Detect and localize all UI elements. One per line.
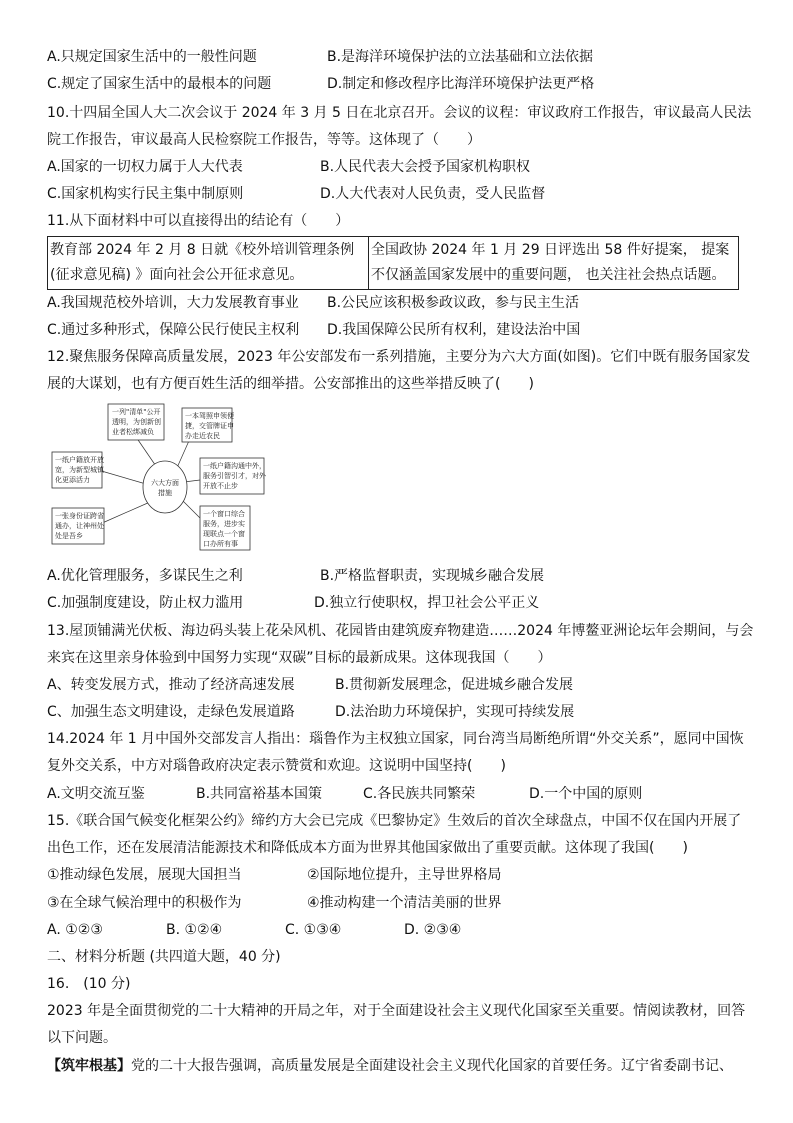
q14-option-c: C.各民族共同繁荣 — [363, 786, 476, 802]
q15-option-c: C. ①③④ — [285, 922, 342, 938]
diagram-box3-line2: 服务引智引才，对外 — [203, 472, 266, 480]
q13-option-b: B.贯彻新发展理念，促进城乡融合发展 — [335, 677, 574, 693]
diagram-box6-line3: 化更添活力 — [55, 476, 90, 484]
q12-measures-diagram — [50, 402, 280, 552]
diagram-box1-line3: 业者松绑减负 — [112, 428, 154, 436]
q15-option-b: B. ①②④ — [166, 922, 223, 938]
q14-stem-line2: 复外交关系，中方对瑙鲁政府决定表示赞赏和欢迎。这说明中国坚持( ) — [47, 758, 506, 774]
q16-paragraph-text: 党的二十大报告强调，高质量发展是全面建设社会主义现代化国家的首要任务。辽宁省委副书记、 — [131, 1058, 733, 1074]
diagram-box4-line3: 现联点一个窗 — [203, 530, 245, 538]
q11-material-table — [47, 236, 739, 290]
q9-option-b: B.是海洋环境保护法的立法基础和立法依据 — [327, 49, 594, 65]
q12-stem-line2: 展的大谋划，也有方便百姓生活的细举措。公安部推出的这些举措反映了( ) — [47, 376, 534, 392]
q13-option-a: A、转变发展方式，推动了经济高速发展 — [47, 677, 295, 693]
diagram-box3-line1: 一纸户籍沟通中外， — [203, 462, 266, 470]
q11-option-d: D.我国保障公民所有权利，建设法治中国 — [327, 322, 581, 338]
diagram-box2-line2: 捷，交管牌证申 — [185, 422, 234, 430]
q11-material-left: 教育部 2024 年 2 月 8 日就《校外培训管理条例(征求意见稿) 》面向社会公开征求意见。 — [48, 237, 369, 290]
q12-stem-line1: 12.聚焦服务保障高质量发展，2023 年公安部发布一系列措施，主要分为六大方面(如图)。它们中既有服务国家发 — [47, 349, 751, 365]
q10-option-b: B.人民代表大会授予国家机构职权 — [320, 159, 531, 175]
q14-stem-line1: 14.2024 年 1 月中国外交部发言人指出：瑙鲁作为主权独立国家，同台湾当局断绝所谓“外交关系”，愿同中国恢 — [47, 731, 744, 747]
q11-option-b: B.公民应该积极参政议政，参与民主生活 — [327, 295, 580, 311]
q11-material-right: 全国政协 2024 年 1 月 29 日评选出 58 件好提案， 提案不仅涵盖国家发展中的重要问题， 也关注社会热点话题。 — [369, 237, 739, 290]
q12-option-c: C.加强制度建设，防止权力滥用 — [47, 595, 244, 611]
diagram-box6-line1: 一纸户籍放开放 — [55, 456, 104, 464]
q12-option-a: A.优化管理服务，多谋民生之利 — [47, 568, 243, 584]
q13-option-d: D.法治助力环境保护，实现可持续发展 — [335, 704, 575, 720]
diagram-box5-line1: 一张身份证跨省 — [55, 512, 104, 520]
q13-option-c: C、加强生态文明建设，走绿色发展道路 — [47, 704, 295, 720]
q16-intro: 2023 年是全面贯彻党的二十大精神的开局之年，对于全面建设社会主义现代化国家至关重要。情阅读教材，回答以下问题。 — [47, 1003, 746, 1046]
q12-option-d: D.独立行使职权，捍卫社会公平正义 — [314, 595, 540, 611]
diagram-box1-line2: 透明，为创新创 — [112, 418, 161, 426]
q16-paragraph — [47, 1056, 733, 1076]
q12-option-b: B.严格监督职责，实现城乡融合发展 — [320, 568, 545, 584]
q10-option-d: D.人大代表对人民负责，受人民监督 — [320, 186, 546, 202]
diagram-box5-line2: 通办，让神州处 — [55, 522, 104, 530]
q16-label: 16. (10 分) — [47, 976, 131, 992]
diagram-center-line1: 六大方面 — [151, 479, 179, 487]
diagram-box2-line3: 办走近农民 — [185, 432, 220, 440]
q15-stem-line1: 15.《联合国气候变化框架公约》缔约方大会已完成《巴黎协定》生效后的首次全球盘点，中国不仅在国内开展了 — [47, 813, 742, 829]
q9-option-c: C.规定了国家生活中的最根本的问题 — [47, 76, 272, 92]
diagram-box3-line3: 开放不止步 — [203, 482, 238, 490]
diagram-box5-line3: 处是吾乡 — [55, 532, 83, 540]
diagram-box1-line1: 一列"清单"公开 — [112, 408, 161, 416]
q10-option-c: C.国家机构实行民主集中制原则 — [47, 186, 244, 202]
diagram-box4-line4: 口办所有事 — [203, 540, 238, 548]
q15-statement-1: ①推动绿色发展，展现大国担当 — [47, 867, 242, 883]
q11-option-a: A.我国规范校外培训，大力发展教育事业 — [47, 295, 299, 311]
diagram-box6-line2: 宽，为新型城镇 — [55, 466, 104, 474]
section2-heading: 二、材料分析题 (共四道大题，40 分) — [47, 949, 281, 965]
q15-option-d: D. ②③④ — [404, 922, 462, 938]
q15-option-a: A. ①②③ — [47, 922, 103, 938]
diagram-box4-line2: 服务，进步实 — [203, 520, 245, 528]
q11-stem: 11.从下面材料中可以直接得出的结论有（ ） — [47, 213, 350, 229]
q15-stem-line2: 出色工作，还在发展清洁能源技术和降低成本方面为世界其他国家做出了重要贡献。这体现了我国( ) — [47, 840, 688, 856]
q15-statement-2: ②国际地位提升，主导世界格局 — [307, 867, 502, 883]
diagram-center-line2: 措施 — [158, 489, 172, 497]
q10-stem-line2: 院工作报告，审议最高人民检察院工作报告，等等。这体现了（ ） — [47, 132, 481, 148]
diagram-center-ellipse — [143, 461, 187, 513]
q16-paragraph-tag: 【筑牢根基】 — [47, 1058, 131, 1074]
q15-statement-3: ③在全球气候治理中的积极作为 — [47, 895, 242, 911]
q14-option-b: B.共同富裕基本国策 — [196, 786, 323, 802]
q10-option-a: A.国家的一切权力属于人大代表 — [47, 159, 243, 175]
q10-stem-line1: 10.十四届全国人大二次会议于 2024 年 3 月 5 日在北京召开。会议的议程：审议政府工作报告，审议最高人民法 — [47, 105, 752, 121]
diagram-box4-line1: 一个窗口综合 — [203, 510, 245, 518]
q14-option-d: D.一个中国的原则 — [529, 786, 643, 802]
q15-statement-4: ④推动构建一个清洁美丽的世界 — [307, 895, 502, 911]
q13-stem-line1: 13.屋顶铺满光伏板、海边码头装上花朵风机、花园皆由建筑废弃物建造……2024 年博鳌亚洲论坛年会期间，与会 — [47, 623, 754, 639]
q9-option-a: A.只规定国家生活中的一般性问题 — [47, 49, 257, 65]
q14-option-a: A.文明交流互鉴 — [47, 786, 145, 802]
diagram-box2-line1: 一本驾照申领便 — [185, 412, 234, 420]
q11-option-c: C.通过多种形式，保障公民行使民主权利 — [47, 322, 300, 338]
q9-option-d: D.制定和修改程序比海洋环境保护法更严格 — [327, 76, 595, 92]
q13-stem-line2: 来宾在这里亲身体验到中国努力实现“双碳”目标的最新成果。这体现我国（ ） — [47, 650, 552, 666]
